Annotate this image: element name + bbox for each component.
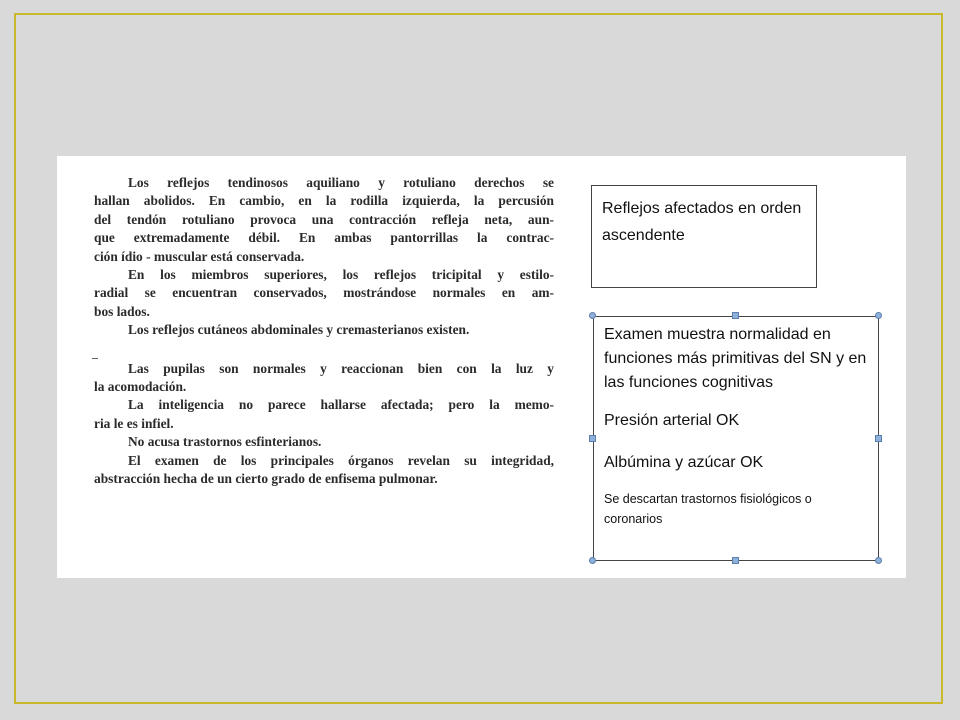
text-line: del tendón rotuliano provoca una contracción refleja neta, aun- (94, 211, 554, 227)
findings-albumin-text: Albúmina y azúcar OK (604, 454, 764, 471)
text-line: ria le es infiel. (94, 415, 174, 431)
resize-handle-bottom-left[interactable] (589, 557, 596, 564)
note-box-findings[interactable] (593, 316, 879, 561)
text-line: La inteligencia no parece hallarse afectada; pero la memo- (128, 397, 554, 413)
text-line: El examen de los principales órganos revelan su integridad, (128, 452, 554, 468)
scan-mark (92, 358, 98, 359)
resize-handle-bottom-right[interactable] (875, 557, 882, 564)
text-line: Los reflejos cutáneos abdominales y cremasterianos existen. (128, 322, 470, 338)
scanned-clinical-text (94, 174, 554, 489)
findings-disorders-text: Se descartan trastornos fisiológicos o coronarios (604, 492, 812, 526)
text-line: bos lados. (94, 303, 150, 319)
resize-handle-right[interactable] (875, 435, 882, 442)
text-line: abstracción hecha de un cierto grado de enfisema pulmonar. (94, 471, 438, 487)
note-box-text: Reflejos afectados en orden ascendente (602, 200, 802, 244)
resize-handle-top[interactable] (732, 312, 739, 319)
text-line: Las pupilas son normales y reaccionan bien con la luz y (128, 360, 554, 376)
resize-handle-bottom[interactable] (732, 557, 739, 564)
resize-handle-top-right[interactable] (875, 312, 882, 319)
resize-handle-top-left[interactable] (589, 312, 596, 319)
text-line: En los miembros superiores, los reflejos tricipital y estilo- (128, 267, 554, 283)
text-line: hallan abolidos. En cambio, en la rodilla izquierda, la percusión (94, 193, 554, 209)
findings-blood-pressure-text: Presión arterial OK (604, 412, 740, 429)
content-panel (57, 156, 906, 578)
text-line: radial se encuentran conservados, mostrándose normales en am- (94, 285, 554, 301)
paragraph-gap (94, 340, 554, 360)
findings-normality-text: Examen muestra normalidad en funciones más primitivas del SN y en las funciones cognitivas (604, 326, 867, 391)
text-line: No acusa trastornos esfinterianos. (128, 434, 322, 450)
text-line: la acomodación. (94, 379, 187, 395)
resize-handle-left[interactable] (589, 435, 596, 442)
note-box-reflexes[interactable] (591, 185, 817, 288)
text-line: ción ídio - muscular está conservada. (94, 248, 305, 264)
text-line: que extremadamente débil. En ambas pantorrillas la contrac- (94, 230, 554, 246)
text-line: Los reflejos tendinosos aquiliano y rotuliano derechos se (128, 175, 554, 190)
